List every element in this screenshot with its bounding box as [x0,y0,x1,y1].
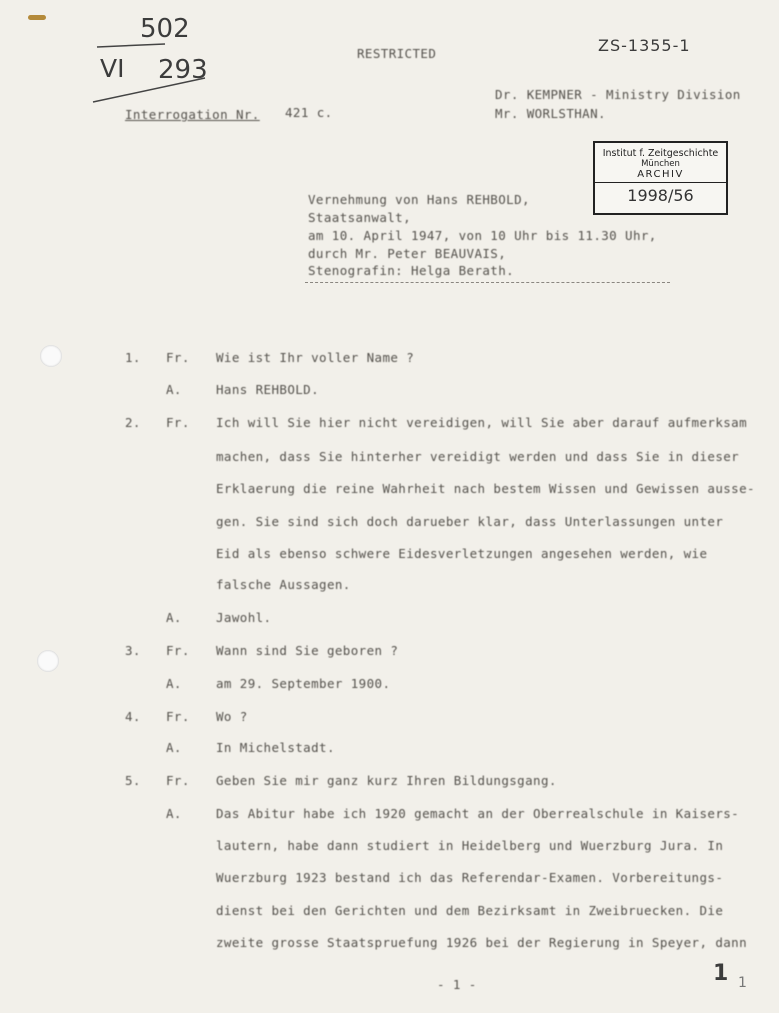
handwritten-ref-number: 293 [158,55,208,85]
qa-line: lautern, habe dann studiert in Heidelberg und Wuerzburg Jura. In [216,838,724,853]
qa-tag: A. [166,382,182,397]
qa-tag: Fr. [166,643,190,658]
qa-tag: Fr. [166,350,190,365]
qa-line: Wie ist Ihr voller Name ? [216,350,415,365]
qa-line: Eid als ebenso schwere Eidesverletzungen angesehen werden, wie [216,546,708,561]
stamp-number: 1998/56 [627,186,694,205]
interrogation-number: 421 c. [285,105,333,120]
qa-line: dienst bei den Gerichten und dem Bezirksamt in Zweibruecken. Die [216,903,724,918]
archive-reference: ZS-1355-1 [598,36,691,55]
footer-page-number: - 1 - [437,977,477,992]
qa-tag: Fr. [166,415,190,430]
intro-line-4: durch Mr. Peter BEAUVAIS, [308,246,507,261]
handwritten-roman-ref: VI [100,54,125,83]
distribution-line-2: Mr. WORLSTHAN. [495,106,606,121]
qa-line: zweite grosse Staatspruefung 1926 bei der Regierung in Speyer, dann [216,935,748,950]
archive-stamp [593,141,728,215]
intro-line-3: am 10. April 1947, von 10 Uhr bis 11.30 Uhr, [308,228,657,243]
handwritten-strokes [85,40,225,110]
paper-clip [28,15,46,20]
punch-hole-bottom [37,650,59,672]
qa-line: Geben Sie mir ganz kurz Ihren Bildungsgang. [216,773,557,788]
qa-tag: A. [166,806,182,821]
qa-tag: Fr. [166,709,190,724]
intro-underline [305,282,670,283]
qa-line: falsche Aussagen. [216,577,351,592]
qa-line: Wo ? [216,709,248,724]
punch-hole-top [40,345,62,367]
qa-line: machen, dass Sie hinterher vereidigt werden und dass Sie in dieser [216,449,740,464]
qa-line: am 29. September 1900. [216,676,391,691]
classification-label: RESTRICTED [357,46,437,61]
qa-number: 1. [125,350,141,365]
qa-tag: A. [166,610,182,625]
intro-line-1: Vernehmung von Hans REHBOLD, [308,192,530,207]
qa-tag: Fr. [166,773,190,788]
page-mark: 1 [713,961,729,986]
qa-line: Wann sind Sie geboren ? [216,643,399,658]
qa-line: Erklaerung die reine Wahrheit nach bestem Wissen und Gewissen ausse- [216,481,755,496]
distribution-line-1: Dr. KEMPNER - Ministry Division [495,87,741,102]
handwritten-number: 502 [140,14,190,44]
stamp-city: München [641,159,680,169]
qa-number: 5. [125,773,141,788]
qa-line: In Michelstadt. [216,740,335,755]
intro-line-5: Stenografin: Helga Berath. [308,263,515,278]
page-mark-faint: 1 [738,975,747,991]
intro-line-2: Staatsanwalt, [308,210,412,225]
qa-line: Jawohl. [216,610,272,625]
qa-number: 4. [125,709,141,724]
qa-line: Wuerzburg 1923 bestand ich das Referendar-Examen. Vorbereitungs- [216,870,724,885]
qa-number: 2. [125,415,141,430]
qa-tag: A. [166,740,182,755]
interrogation-label: Interrogation Nr. [125,107,260,122]
qa-line: gen. Sie sind sich doch darueber klar, dass Unterlassungen unter [216,514,724,529]
qa-line: Hans REHBOLD. [216,382,320,397]
stamp-archive: ARCHIV [637,169,684,180]
qa-line: Das Abitur habe ich 1920 gemacht an der Oberrealschule in Kaisers- [216,806,740,821]
qa-tag: A. [166,676,182,691]
qa-number: 3. [125,643,141,658]
qa-line: Ich will Sie hier nicht vereidigen, will Sie aber darauf aufmerksam [216,415,748,430]
stamp-institute: Institut f. Zeitgeschichte [602,148,719,159]
